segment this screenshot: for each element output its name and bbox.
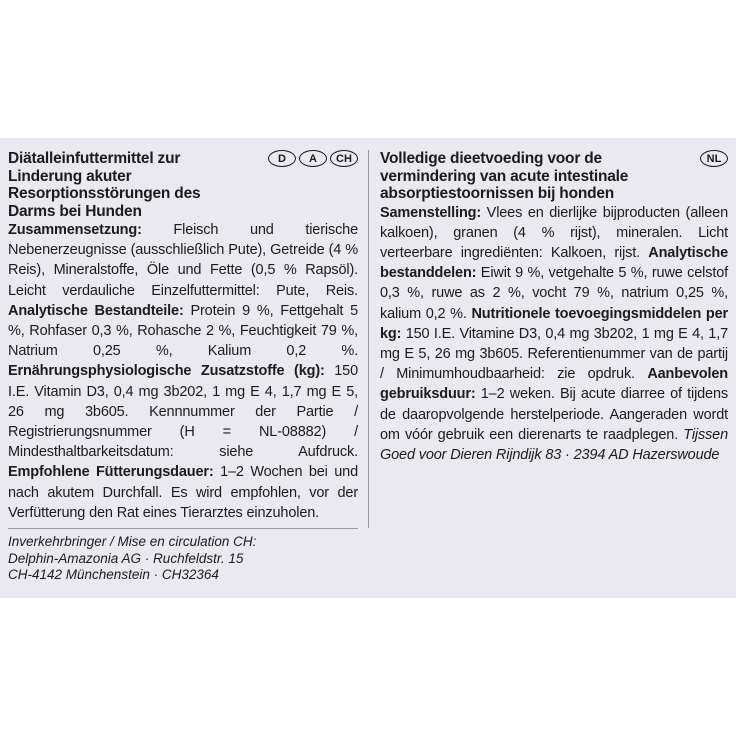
german-title: Diätalleinfuttermittel zur Linderung akuter Resorptionsstörungen des Darms bei Hunden: [8, 150, 201, 220]
german-footer: [8, 528, 358, 584]
nl-composition-text: Vlees en dierlijke bijproducten (alleen kalkoen), granen (4 % rijst), mineralen. Licht verteerbare ingrediënten: Kalkoen, rijst.: [380, 204, 728, 261]
german-header: [8, 150, 358, 220]
country-badge-a: A: [299, 150, 327, 167]
footer-line-1: Inverkehrbringer / Mise en circulation CH:: [8, 534, 257, 549]
dutch-footer: Tijssen Goed voor Dieren Rijndijk 83 · 2394 AD Hazerswoude: [380, 426, 728, 463]
nl-duration-text: 1–2 weken. Bij acute diarree of tijdens de daaropvolgende herstelperiode. Aangeraden wordt om vóór gebruik een dierenarts te raadplegen.: [380, 386, 728, 443]
german-section: [8, 150, 358, 523]
column-divider: [368, 150, 369, 528]
nl-additives-text: 150 I.E. Vitamine D3, 0,4 mg 3b202, 1 mg E 4, 1,7 mg E 5, 26 mg 3b605. Referentienummer van de partij / Minimumhoudbaarheid: zie opdruk.: [380, 325, 728, 383]
nl-composition-label: Samenstelling:: [380, 204, 482, 221]
country-badge-d: D: [268, 150, 296, 167]
country-badge-nl: NL: [700, 150, 728, 167]
nl-duration-label: Aanbevolen gebruiksduur:: [380, 366, 728, 403]
feeding-duration-label: Empfohlene Fütterungsdauer:: [8, 464, 214, 481]
dutch-section: [380, 150, 728, 465]
footer-line-3: CH-4142 Münchenstein · CH32364: [8, 567, 219, 582]
composition-label: Zusammensetzung:: [8, 222, 142, 238]
footer-line-2: Delphin-Amazonia AG · Ruchfeldstr. 15: [8, 550, 244, 566]
analytical-text: Protein 9 %, Fettgehalt 5 %, Rohfaser 0,3 %, Rohasche 2 %, Feuchtigkeit 79 %, Natrium 0,25 %, Kalium 0,2 %.: [8, 302, 358, 360]
analytical-label: Analytische Bestandteile:: [8, 302, 184, 319]
dutch-header: [380, 150, 728, 203]
dutch-title: Volledige dieetvoeding voor de vermindering van acute intestinale absorptiestoornissen bij honden: [380, 150, 629, 202]
nl-analytical-label: Analytische bestanddelen:: [380, 244, 728, 282]
dutch-badges: [700, 150, 728, 167]
country-badge-ch: CH: [330, 150, 358, 167]
composition-text: Fleisch und tierische Nebenerzeugnisse (ausschließlich Pute), Getreide (4 % Reis), Mineralstoffe, Öle und Fette (0,5 % Rapsöl). Leicht verdauliche Einzelfuttermittel: Pute, Reis.: [8, 222, 358, 299]
product-label: [0, 138, 736, 598]
additives-label: Ernährungsphysiologische Zusatzstoffe (kg):: [8, 363, 325, 380]
additives-text: 150 I.E. Vitamin D3, 0,4 mg 3b202, 1 mg E 4, 1,7 mg E 5, 26 mg 3b605. Kennnummer der Partie / Registrierungsnummer (H = NL-08882) / Mindesthaltbarkeitsdatum: siehe Aufdruck.: [8, 363, 358, 461]
feeding-duration-text: 1–2 Wochen bei und nach akutem Durchfall. Es wird empfohlen, vor der Verfütterung den Rat eines Tierarztes einzuholen.: [8, 464, 358, 521]
nl-analytical-text: Eiwit 9 %, vetgehalte 5 %, ruwe celstof 0,3 %, ruwe as 2 %, vocht 79 %, natrium 0,25 %, kalium 0,2 %.: [380, 265, 728, 322]
german-body: [8, 220, 358, 523]
nl-additives-label: Nutritionele toevoegingsmiddelen per kg:: [380, 305, 728, 342]
country-badges: [268, 150, 358, 167]
dutch-body: [380, 203, 728, 466]
